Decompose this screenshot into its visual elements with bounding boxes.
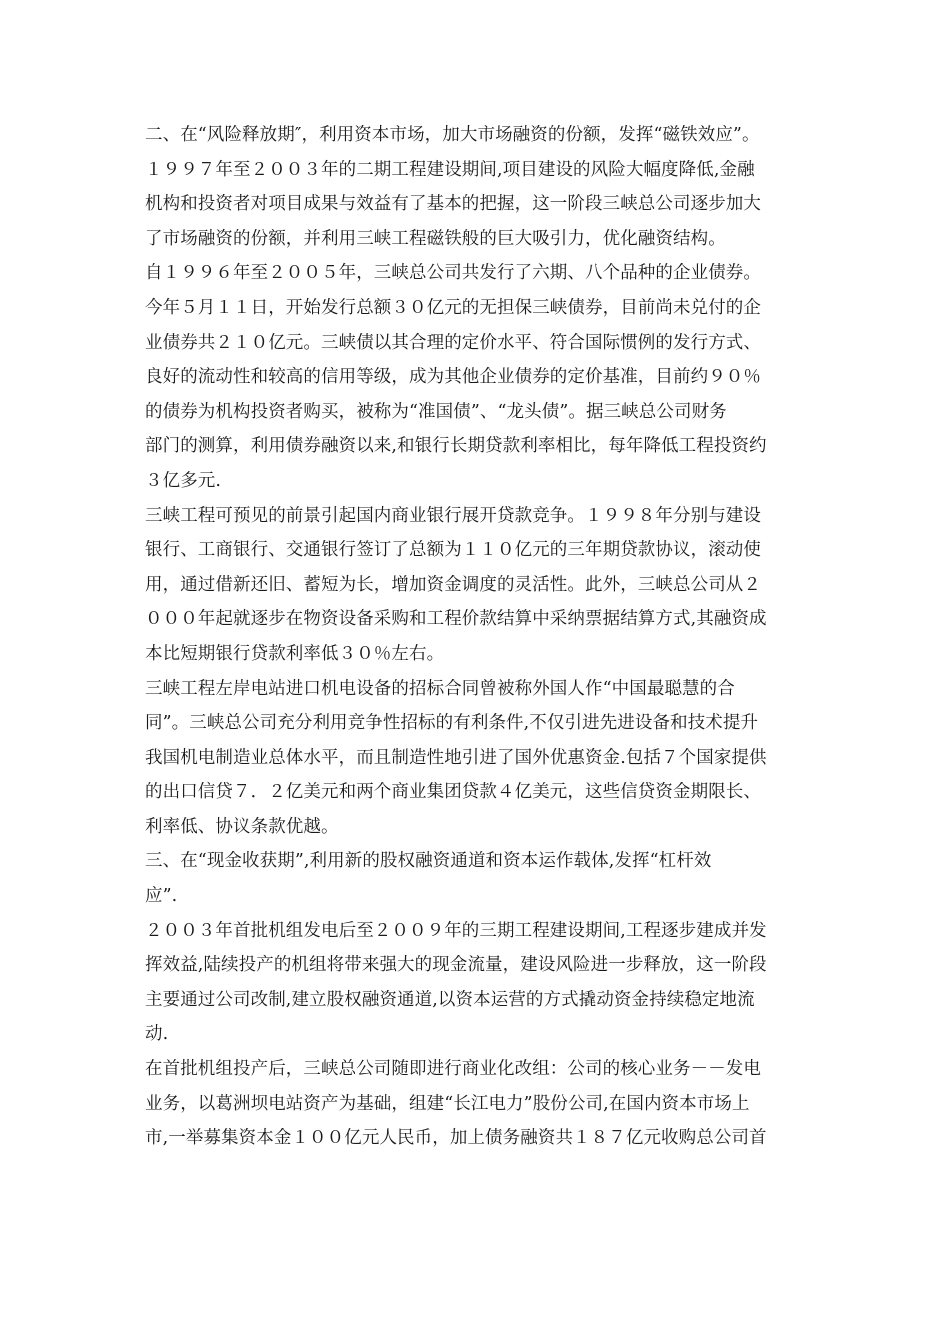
text-line-13: 银行、工商银行、交通银行签订了总额为１１０亿元的三年期贷款协议，滚动使	[145, 540, 761, 561]
text-line-19: 我国机电制造业总体水平，而且制造性地引进了国外优惠资金.包括７个国家提供	[145, 747, 767, 768]
text-line-6: 今年５月１１日，开始发行总额３０亿元的无担保三峡债券，目前尚未兑付的企	[145, 297, 761, 318]
text-line-15: ０００年起就逐步在物资设备采购和工程价款结算中采纳票据结算方式,其融资成	[145, 609, 767, 630]
text-line-10: 部门的测算，利用债券融资以来,和银行长期贷款利率相比，每年降低工程投资约	[145, 436, 767, 457]
text-line-18: 同”。三峡总公司充分利用竞争性招标的有利条件,不仅引进先进设备和技术提升	[145, 713, 759, 734]
text-line-21: 利率低、协议条款优越。	[145, 816, 339, 837]
text-line-16: 本比短期银行贷款利率低３０％左右。	[145, 643, 445, 664]
text-line-23: 应”.	[145, 886, 178, 907]
text-line-26: 主要通过公司改制,建立股权融资通道,以资本运营的方式撬动资金持续稳定地流	[145, 989, 755, 1010]
text-line-2: １９９７年至２００３年的二期工程建设期间,项目建设的风险大幅度降低,金融	[145, 159, 755, 180]
text-line-3: 机构和投资者对项目成果与效益有了基本的把握，这一阶段三峡总公司逐步加大	[145, 194, 761, 215]
text-line-4: 了市场融资的份额，并利用三峡工程磁铁般的巨大吸引力，优化融资结构。	[145, 228, 726, 249]
text-line-7: 业债券共２１０亿元。三峡债以其合理的定价水平、符合国际惯例的发行方式、	[145, 332, 761, 353]
document-body	[145, 118, 825, 1156]
text-line-29: 业务，以葛洲坝电站资产为基础，组建“长江电力”股份公司,在国内资本市场上	[145, 1093, 750, 1114]
text-line-27: 动.	[145, 1024, 169, 1045]
text-line-9: 的债券为机构投资者购买，被称为“准国债”、“龙头债”。据三峡总公司财务	[145, 401, 727, 422]
text-line-14: 用，通过借新还旧、蓄短为长，增加资金调度的灵活性。此外，三峡总公司从２	[145, 574, 761, 595]
text-line-8: 良好的流动性和较高的信用等级，成为其他企业债券的定价基准，目前约９０％	[145, 367, 761, 388]
text-line-12: 三峡工程可预见的前景引起国内商业银行展开贷款竞争。１９９８年分别与建设	[145, 505, 761, 526]
text-line-22: 三、在“现金收获期”,利用新的股权融资通道和资本运作载体,发挥“杠杆效	[145, 851, 712, 872]
text-line-20: 的出口信贷７．２亿美元和两个商业集团贷款４亿美元，这些信贷资金期限长、	[145, 782, 761, 803]
text-line-17: 三峡工程左岸电站进口机电设备的招标合同曾被称外国人作“中国最聪慧的合	[145, 678, 735, 699]
text-line-11: ３亿多元.	[145, 470, 222, 491]
text-line-30: 市,一举募集资本金１００亿元人民币，加上债务融资共１８７亿元收购总公司首	[145, 1128, 767, 1149]
text-line-24: ２００３年首批机组发电后至２００９年的三期工程建设期间,工程逐步建成并发	[145, 920, 767, 941]
text-line-5: 自１９９６年至２００５年，三峡总公司共发行了六期、八个品种的企业债券。	[145, 263, 761, 284]
text-line-25: 挥效益,陆续投产的机组将带来强大的现金流量，建设风险进一步释放，这一阶段	[145, 955, 767, 976]
text-line-1: 二、在“风险释放期″，利用资本市场，加大市场融资的份额，发挥“磁铁效应”。	[145, 125, 760, 145]
text-line-28: 在首批机组投产后，三峡总公司随即进行商业化改组：公司的核心业务－－发电	[145, 1059, 761, 1080]
